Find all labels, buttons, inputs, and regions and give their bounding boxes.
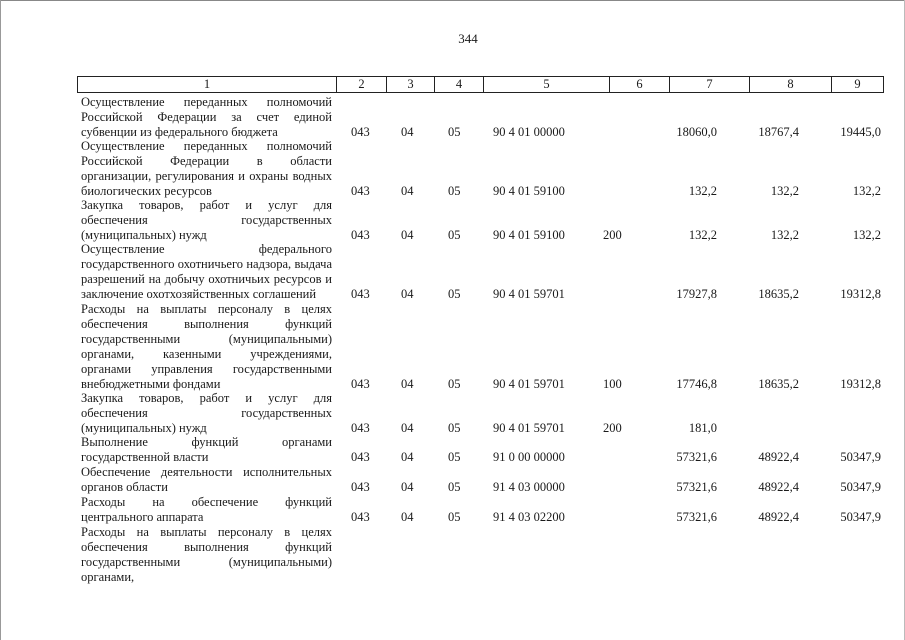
table-row (81, 198, 881, 243)
row-col-7: 57321,6 (676, 450, 717, 464)
table-row (81, 435, 881, 465)
row-col-7: 132,2 (688, 228, 717, 242)
row-col-3: 04 (401, 450, 414, 464)
row-col-4: 05 (448, 480, 461, 494)
table-row (81, 391, 717, 436)
page-number: 344 (458, 31, 478, 46)
row-col-8: 48922,4 (758, 510, 799, 524)
row-col-8: 132,2 (770, 184, 799, 198)
row-col-4: 05 (448, 287, 461, 301)
row-col-4: 05 (448, 510, 461, 524)
row-description: Обеспечение деятельности исполнительных органов области (81, 465, 332, 494)
row-col-8: 18635,2 (758, 377, 799, 391)
table-row (81, 302, 881, 392)
header-col-1: 1 (203, 77, 211, 91)
row-description: Расходы на выплаты персоналу в целях обеспечения выполнения функций государственными (муниципальными) органами, (81, 525, 332, 584)
row-col-2: 043 (351, 287, 370, 301)
table-row (81, 525, 332, 585)
table-row (81, 139, 881, 199)
row-col-7: 18060,0 (676, 125, 717, 139)
header-col-5: 5 (483, 77, 609, 92)
page-edge-left (0, 0, 1, 640)
row-col-9: 19312,8 (840, 377, 881, 391)
row-col-4: 05 (448, 421, 461, 435)
row-col-5: 91 0 00 00000 (493, 450, 565, 464)
row-description: Расходы на обеспечение функций центрального аппарата (81, 495, 332, 524)
header-col-9: 9 (831, 77, 883, 92)
row-description: Расходы на выплаты персоналу в целях обеспечения выполнения функций государственными (муниципальными) органами, казенными учреждениями, органами управления государственными внебюджетными фондами (81, 302, 332, 391)
header-col-2: 2 (336, 77, 386, 92)
row-col-2: 043 (351, 450, 370, 464)
row-col-5: 90 4 01 00000 (493, 125, 565, 139)
row-description: Закупка товаров, работ и услуг для обеспечения государственных (муниципальных) нужд (81, 198, 332, 242)
row-col-3: 04 (401, 125, 414, 139)
row-col-7: 132,2 (688, 184, 717, 198)
row-col-5: 90 4 01 59100 (493, 184, 565, 198)
header-col-4: 4 (434, 77, 483, 92)
table-row (81, 465, 881, 495)
row-col-3: 04 (401, 184, 414, 198)
row-col-3: 04 (401, 480, 414, 494)
row-col-8: 48922,4 (758, 480, 799, 494)
table-row (81, 95, 881, 140)
page-edge-top (0, 0, 905, 1)
row-col-3: 04 (401, 228, 414, 242)
header-col-3: 3 (386, 77, 434, 92)
row-col-3: 04 (401, 510, 414, 524)
row-col-6: 100 (603, 377, 622, 391)
row-col-6: 200 (603, 421, 622, 435)
row-col-4: 05 (448, 377, 461, 391)
row-col-9: 50347,9 (840, 450, 881, 464)
row-col-8: 18767,4 (758, 125, 799, 139)
table-row (81, 495, 881, 525)
row-col-4: 05 (448, 184, 461, 198)
row-col-9: 19312,8 (840, 287, 881, 301)
row-description: Осуществление федерального государственного охотничьего надзора, выдача разрешений на добычу охотничьих ресурсов и заключение охотхозяйственных соглашений (81, 242, 332, 301)
row-col-5: 90 4 01 59701 (493, 377, 565, 391)
row-description: Закупка товаров, работ и услуг для обеспечения государственных (муниципальных) нужд (81, 391, 332, 435)
row-col-2: 043 (351, 510, 370, 524)
row-col-2: 043 (351, 125, 370, 139)
row-col-9: 132,2 (852, 184, 881, 198)
row-col-2: 043 (351, 421, 370, 435)
row-description: Осуществление переданных полномочий Российской Федерации в области организации, регулирования и охраны водных биологических ресурсов (81, 139, 332, 198)
table-header (77, 76, 884, 93)
row-col-5: 90 4 01 59701 (493, 421, 565, 435)
row-col-7: 57321,6 (676, 510, 717, 524)
table-row (81, 242, 881, 302)
header-col-6: 6 (609, 77, 669, 92)
row-col-5: 91 4 03 02200 (493, 510, 565, 524)
header-col-7: 7 (669, 77, 749, 92)
row-col-3: 04 (401, 421, 414, 435)
row-col-7: 17927,8 (676, 287, 717, 301)
row-col-9: 50347,9 (840, 510, 881, 524)
row-col-9: 132,2 (852, 228, 881, 242)
row-col-7: 17746,8 (676, 377, 717, 391)
row-col-9: 19445,0 (840, 125, 881, 139)
row-col-3: 04 (401, 377, 414, 391)
row-col-4: 05 (448, 450, 461, 464)
row-col-5: 90 4 01 59701 (493, 287, 565, 301)
row-col-2: 043 (351, 480, 370, 494)
row-col-2: 043 (351, 184, 370, 198)
row-col-7: 181,0 (688, 421, 717, 435)
row-col-6: 200 (603, 228, 622, 242)
header-col-8: 8 (749, 77, 831, 92)
row-description: Осуществление переданных полномочий Российской Федерации за счет единой субвенции из федерального бюджета (81, 95, 332, 139)
row-col-8: 18635,2 (758, 287, 799, 301)
row-description: Выполнение функций органами государственной власти (81, 435, 332, 464)
row-col-3: 04 (401, 287, 414, 301)
row-col-9: 50347,9 (840, 480, 881, 494)
row-col-4: 05 (448, 228, 461, 242)
row-col-2: 043 (351, 377, 370, 391)
row-col-8: 132,2 (770, 228, 799, 242)
row-col-5: 91 4 03 00000 (493, 480, 565, 494)
row-col-8: 48922,4 (758, 450, 799, 464)
row-col-7: 57321,6 (676, 480, 717, 494)
row-col-4: 05 (448, 125, 461, 139)
row-col-2: 043 (351, 228, 370, 242)
row-col-5: 90 4 01 59100 (493, 228, 565, 242)
